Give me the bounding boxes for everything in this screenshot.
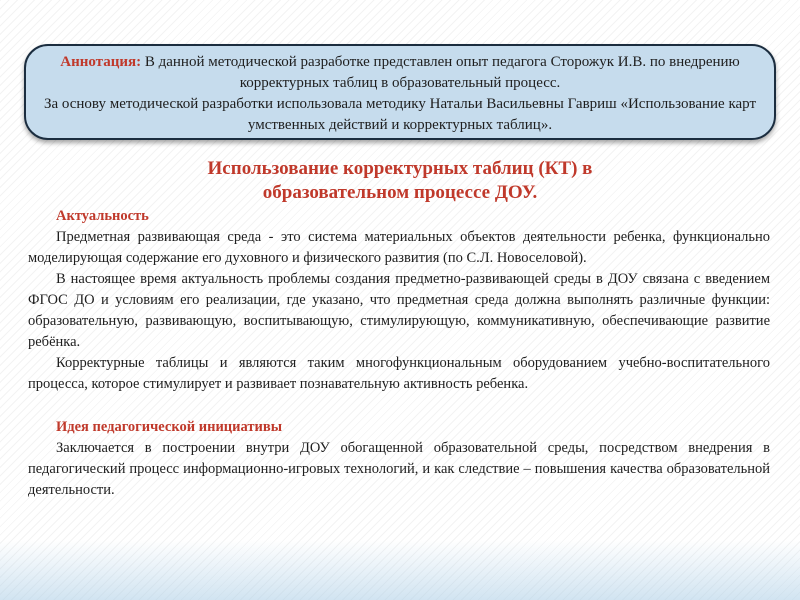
relevance-paragraph-3: Корректурные таблицы и являются таким многофункциональным оборудованием учебно-воспитательного процесса, которое стимулирует и развивает познавательную активность ребенка. <box>28 355 770 392</box>
section-spacer <box>28 395 770 417</box>
page-title-line-1: Использование корректурных таблиц (КТ) в <box>207 158 593 179</box>
page-title-line-2: образовательном процессе ДОУ. <box>262 182 538 203</box>
annotation-text-1: В данной методической разработке представлен опыт педагога Сторожук И.В. по внедрению корректурных таблиц в образовательный процесс. <box>144 54 740 91</box>
idea-paragraph-1: Заключается в построении внутри ДОУ обогащенной образовательной среды, посредством внедрения в педагогический процесс информационно-игровых технологий, и как следствие – повышения качества образовательной деятельности. <box>28 440 770 498</box>
relevance-paragraph-1: Предметная развивающая среда - это система материальных объектов деятельности ребенка, функционально моделирующая содержание его духовного и физического развития (по С.Л. Новоселовой). <box>28 229 770 266</box>
section-heading-idea: Идея педагогической инициативы <box>56 419 283 435</box>
section-heading-relevance: Актуальность <box>56 208 149 224</box>
content-body <box>28 206 770 501</box>
annotation-text-2: За основу методической разработки использовала методику Натальи Васильевны Гавриш «Использование карт умственных действий и корректурных таблиц». <box>43 96 757 133</box>
background-glow <box>0 540 800 600</box>
annotation-label: Аннотация: <box>60 54 142 70</box>
annotation-box <box>24 44 776 140</box>
page-title <box>40 157 760 205</box>
relevance-paragraph-2: В настоящее время актуальность проблемы создания предметно-развивающей среды в ДОУ связана с введением ФГОС ДО и условиям его реализации, где указано, что предметная среда должна выполнять различные функции: образовательную, развивающую, воспитывающую, стимулирующую, коммуникативную, обеспечивающие развитие ребёнка. <box>28 271 770 350</box>
